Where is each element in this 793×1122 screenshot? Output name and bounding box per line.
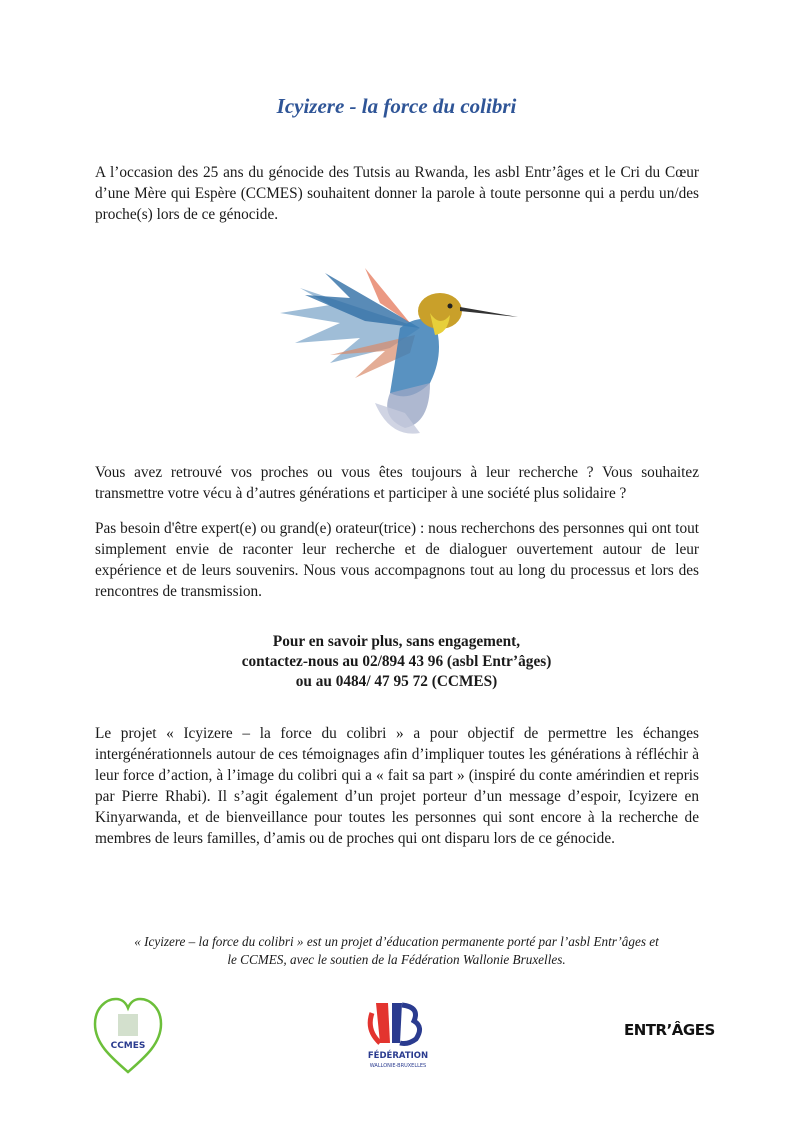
- footer-note-line-1: « Icyizere – la force du colibri » est un projet d’éducation permanente porté par l’asbl Entr’âges et: [134, 934, 659, 949]
- call-paragraph: Pas besoin d'être expert(e) ou grand(e) orateur(trice) : nous recherchons des personnes qui ont tout simplement envie de raconter leur recherche et de dialoguer ouvertement autour de leur expérience et de leurs souvenirs. Nous vous accompagnons tout au long du processus et lors des rencontres de transmission.: [95, 520, 699, 600]
- fwb-logo: [358, 995, 438, 1070]
- entrages-logo: [624, 1020, 715, 1056]
- contact-line-3: ou au 0484/ 47 95 72 (CCMES): [295, 673, 498, 690]
- question-paragraph: Vous avez retrouvé vos proches ou vous êtes toujours à leur recherche ? Vous souhaitez transmettre votre vécu à d’autres générations et participer à une société plus solidaire ?: [95, 464, 699, 502]
- ccmes-logo-text: CCMES: [110, 1041, 146, 1051]
- contact-line-1: Pour en savoir plus, sans engagement,: [272, 633, 521, 650]
- hummingbird-illustration: [270, 243, 520, 443]
- entrages-logo-text: ENTR’ÂGES: [624, 1021, 715, 1039]
- footer-note-line-2: le CCMES, avec le soutien de la Fédération Wallonie Bruxelles.: [227, 952, 566, 967]
- fwb-logo-line-1: FÉDÉRATION: [367, 1051, 429, 1061]
- fwb-logo-line-2: WALLONIE-BRUXELLES: [369, 1063, 427, 1069]
- project-paragraph: Le projet « Icyizere – la force du colibri » a pour objectif de permettre les échanges intergénérationnels autour de ces témoignages afin d’impliquer toutes les générations à réfléchir à leur force d’action, à l’image du colibri qui a « fait sa part » (inspiré du conte amérindien et repris par Pierre Rhabi). Il s’agit également d’un projet porteur d’un message d’espoir, Icyizere en Kinyarwanda, et de bienveillance pour toutes les personnes qui sont encore à la recherche de membres de leurs familles, d’amis ou de proches qui ont disparu lors de ce génocide.: [95, 725, 699, 847]
- intro-paragraph: A l’occasion des 25 ans du génocide des Tutsis au Rwanda, les asbl Entr’âges et le Cri du Cœur d’une Mère qui Espère (CCMES) souhaitent donner la parole à toute personne qui a perdu un/des proche(s) lors de ce génocide.: [95, 164, 699, 223]
- footer-note: [80, 933, 713, 969]
- contact-line-2: contactez-nous au 02/894 43 96 (asbl Entr’âges): [241, 653, 552, 670]
- document-title: Icyizere - la force du colibri: [276, 94, 517, 118]
- ccmes-logo: [92, 996, 164, 1076]
- contact-block: [0, 632, 793, 692]
